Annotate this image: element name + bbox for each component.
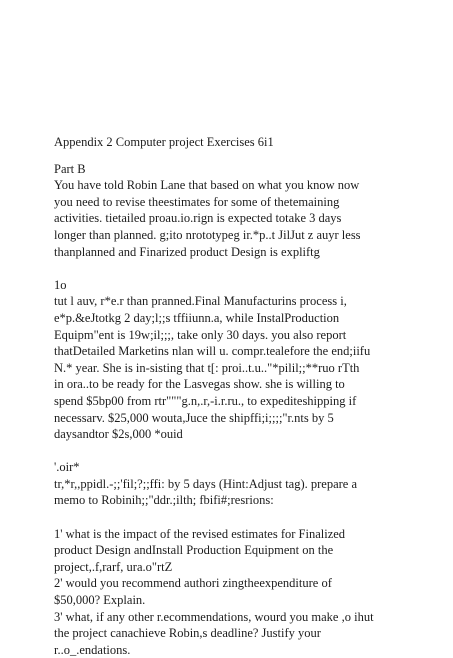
- text-line: in ora..to be ready for the Lasvegas show. she is willing to: [54, 377, 345, 392]
- paragraph-questions: [54, 526, 433, 658]
- text-line: daysandtor $2s,000 *ouid: [54, 427, 183, 442]
- document-title: Appendix 2 Computer project Exercises 6i1: [54, 135, 274, 149]
- question-line: the project canachieve Robin,s deadline? Justify your: [54, 626, 321, 641]
- text-line: memo to Robinih;;"ddr.;ilth; fbifi#;resrions:: [54, 493, 274, 508]
- text-line: tut l auv, r*e.r than pranned.Final Manufacturins process i,: [54, 294, 347, 309]
- text-line: tr,*r,,ppidl.-;;'fil;?;;ffi: by 5 days (Hint:Adjust tag). prepare a: [54, 476, 358, 491]
- question-line: 3' what, if any other r.ecommendations, wourd you make ,o ihut: [54, 609, 374, 624]
- question-line: project,.f,rarf, ura.o"rtZ: [54, 559, 173, 574]
- text-line: N.* year. She is in-sisting that t[: proi..t.u.."*pilil;;**ruo rTth: [54, 360, 360, 375]
- text-line: '.oir*: [54, 460, 80, 475]
- text-line: thatDetailed Marketins nlan will u. compr.tealefore the end;iifu: [54, 344, 371, 359]
- question-line: 2' would you recommend authori zingtheexpenditure of: [54, 576, 332, 591]
- paragraph-manufacturing: [54, 277, 433, 443]
- text-line: Part B: [54, 161, 86, 176]
- text-line: necessarv. $25,000 wouta,Juce the shipffi;i;;;;"r.nts by 5: [54, 410, 334, 425]
- text-line: spend $5bp00 from rtr"""g.n,.r,-i.r.ru., to expediteshipping if: [54, 393, 357, 408]
- text-line: thanplanned and Finarized product Design is expliftg: [54, 244, 320, 259]
- text-line: activities. tietailed proau.io.rign is expected totake 3 days: [54, 211, 342, 226]
- text-line: you need to revise theestimates for some of thetemaining: [54, 194, 340, 209]
- text-line: 1o: [54, 277, 67, 292]
- question-line: r..o_.endations.: [54, 642, 131, 657]
- text-line: You have told Robin Lane that based on what you know now: [54, 178, 360, 193]
- text-line: e*p.&eJtotkg 2 day;l;;s tffiiunn.a, while InstalProduction: [54, 310, 340, 325]
- text-line: Equipm"ent is 19w;il;;;, take only 30 days. you also report: [54, 327, 347, 342]
- paragraph-part-b: [54, 161, 433, 261]
- question-line: product Design andInstall Production Equipment on the: [54, 543, 334, 558]
- document-title-block: [54, 134, 433, 151]
- paragraph-memo: [54, 459, 433, 509]
- text-line: longer than planned. g;ito nrototypeg ir.*p..t JilJut z auyr less: [54, 227, 361, 242]
- question-line: $50,000? Explain.: [54, 593, 146, 608]
- question-line: 1' what is the impact of the revised estimates for Finalized: [54, 526, 346, 541]
